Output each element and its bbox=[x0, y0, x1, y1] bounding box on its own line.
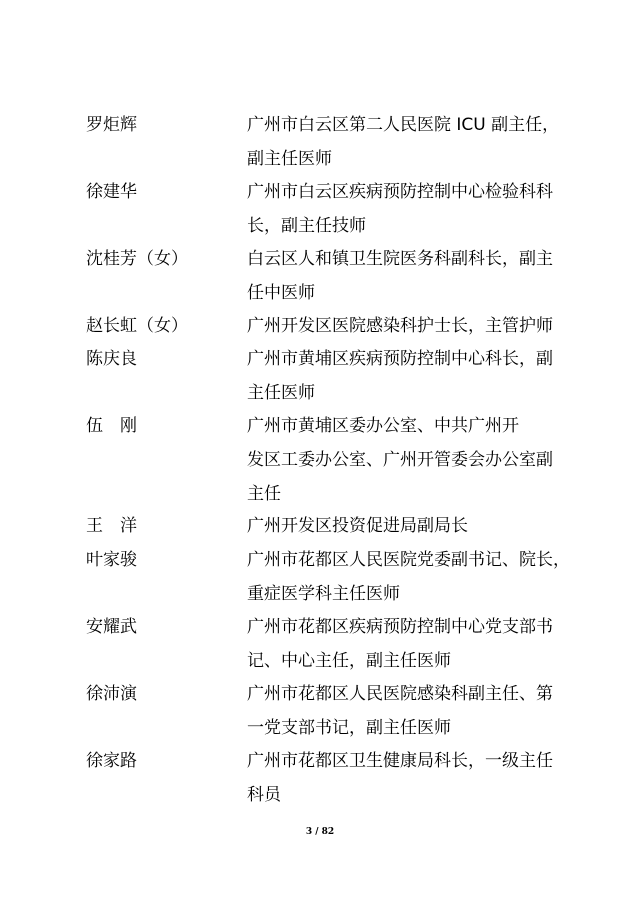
member-position: 广州市黄埔区疾病预防控制中心科长，副 主任医师 bbox=[247, 349, 553, 403]
member-position: 广州市黄埔区委办公室、中共广州开 发区工委办公室、广州开管委会办公室副 主任 bbox=[247, 416, 553, 504]
member-name: 叶家骏 bbox=[86, 550, 137, 570]
member-name: 徐建华 bbox=[86, 182, 137, 202]
member-position: 广州市花都区疾病预防控制中心党支部书 记、中心主任，副主任医师 bbox=[247, 617, 553, 671]
member-name: 王 洋 bbox=[86, 516, 137, 536]
member-position: 广州市白云区第二人民医院 ICU 副主任， 副主任医师 bbox=[247, 115, 560, 169]
member-name: 陈庆良 bbox=[86, 349, 137, 369]
member-name: 徐家路 bbox=[86, 751, 137, 771]
member-position: 白云区人和镇卫生院医务科副科长，副主 任中医师 bbox=[247, 249, 553, 303]
member-position: 广州市花都区人民医院感染科副主任、第 一党支部书记，副主任医师 bbox=[247, 684, 553, 738]
member-position: 广州市白云区疾病预防控制中心检验科科 长，副主任技师 bbox=[247, 182, 553, 236]
member-name: 伍 刚 bbox=[86, 416, 137, 436]
member-name: 沈桂芳（女） bbox=[86, 249, 188, 269]
member-position: 广州市花都区人民医院党委副书记、院长， 重症医学科主任医师 bbox=[247, 550, 570, 604]
member-name: 赵长虹（女） bbox=[86, 316, 188, 336]
page-number: 3 / 82 bbox=[305, 827, 335, 837]
member-position: 广州开发区投资促进局副局长 bbox=[247, 516, 468, 536]
member-name: 罗炬辉 bbox=[86, 115, 137, 135]
member-position: 广州市花都区卫生健康局科长，一级主任 科员 bbox=[247, 751, 553, 805]
member-name: 徐沛演 bbox=[86, 684, 137, 704]
member-name: 安耀武 bbox=[86, 617, 137, 637]
member-position: 广州开发区医院感染科护士长，主管护师 bbox=[247, 316, 553, 336]
